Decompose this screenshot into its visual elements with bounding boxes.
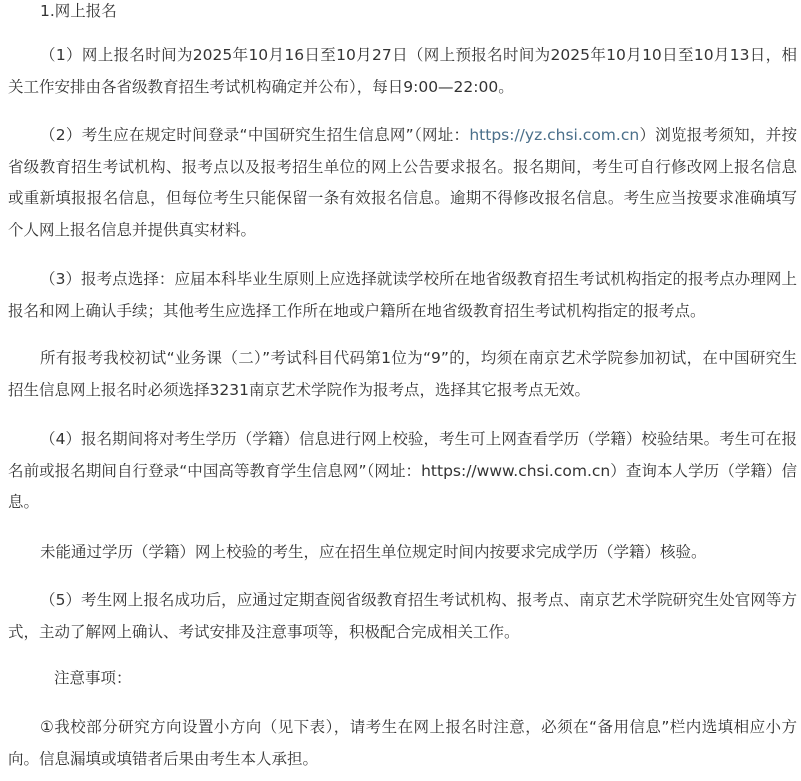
paragraph-nanjing-arts-requirement: 所有报考我校初试“业务课（二）”考试科目代码第1位为“9”的，均须在南京艺术学院参加初试，在中国研究生招生信息网上报名时必须选择3231南京艺术学院作为报考点，选择其它报考点无效。 [8,349,797,399]
notes-heading: 注意事项： [54,669,132,687]
paragraph-education-verification: （4）报名期间将对考生学历（学籍）信息进行网上校验，考生可上网查看学历（学籍）校验结果。考生可在报名前或报名期间自行登录“中国高等教育学生信息网”（网址：https://www.chsi.com.cn）查询本人学历（学籍）信息。 [8,430,797,511]
paragraph-login-website [8,120,797,246]
section-heading: 1.网上报名 [40,2,117,20]
paragraph-text: （2）考生应在规定时间登录“中国研究生招生信息网”（网址： [40,126,470,144]
paragraph-exam-site-selection: （3）报考点选择：应届本科毕业生原则上应选择就读学校所在地省级教育招生考试机构指定的报考点办理网上报名和网上确认手续；其他考生应选择工作所在地或户籍所在地省级教育招生考试机构指定的报考点。 [8,270,797,320]
yz-chsi-link[interactable]: https://yz.chsi.com.cn [469,126,640,144]
paragraph-registration-time: （1）网上报名时间为2025年10月16日至10月27日（网上预报名时间为2025年10月10日至10月13日，相关工作安排由各省级教育招生考试机构确定并公布），每日9:00—22:00。 [8,46,797,96]
paragraph-failed-verification: 未能通过学历（学籍）网上校验的考生，应在招生单位规定时间内按要求完成学历（学籍）核验。 [40,543,707,561]
paragraph-text: ）浏览报考须知，并按省级教育招生考试机构、报考点以及报考招生单位的网上公告要求报名。报名期间，考生可自行修改网上报名信息或重新填报报名信息，但每位考生只能保留一条有效报名信息。逾期不得修改报名信息。考生应当按要求准确填写个人网上报名信息并提供真实材料。 [8,126,797,239]
paragraph-note-sub-direction: ①我校部分研究方向设置小方向（见下表），请考生在网上报名时注意，必须在“备用信息”栏内选填相应小方向。信息漏填或填错者后果由考生本人承担。 [8,718,797,768]
paragraph-after-registration: （5）考生网上报名成功后，应通过定期查阅省级教育招生考试机构、报考点、南京艺术学院研究生处官网等方式，主动了解网上确认、考试安排及注意事项等，积极配合完成相关工作。 [8,591,797,641]
